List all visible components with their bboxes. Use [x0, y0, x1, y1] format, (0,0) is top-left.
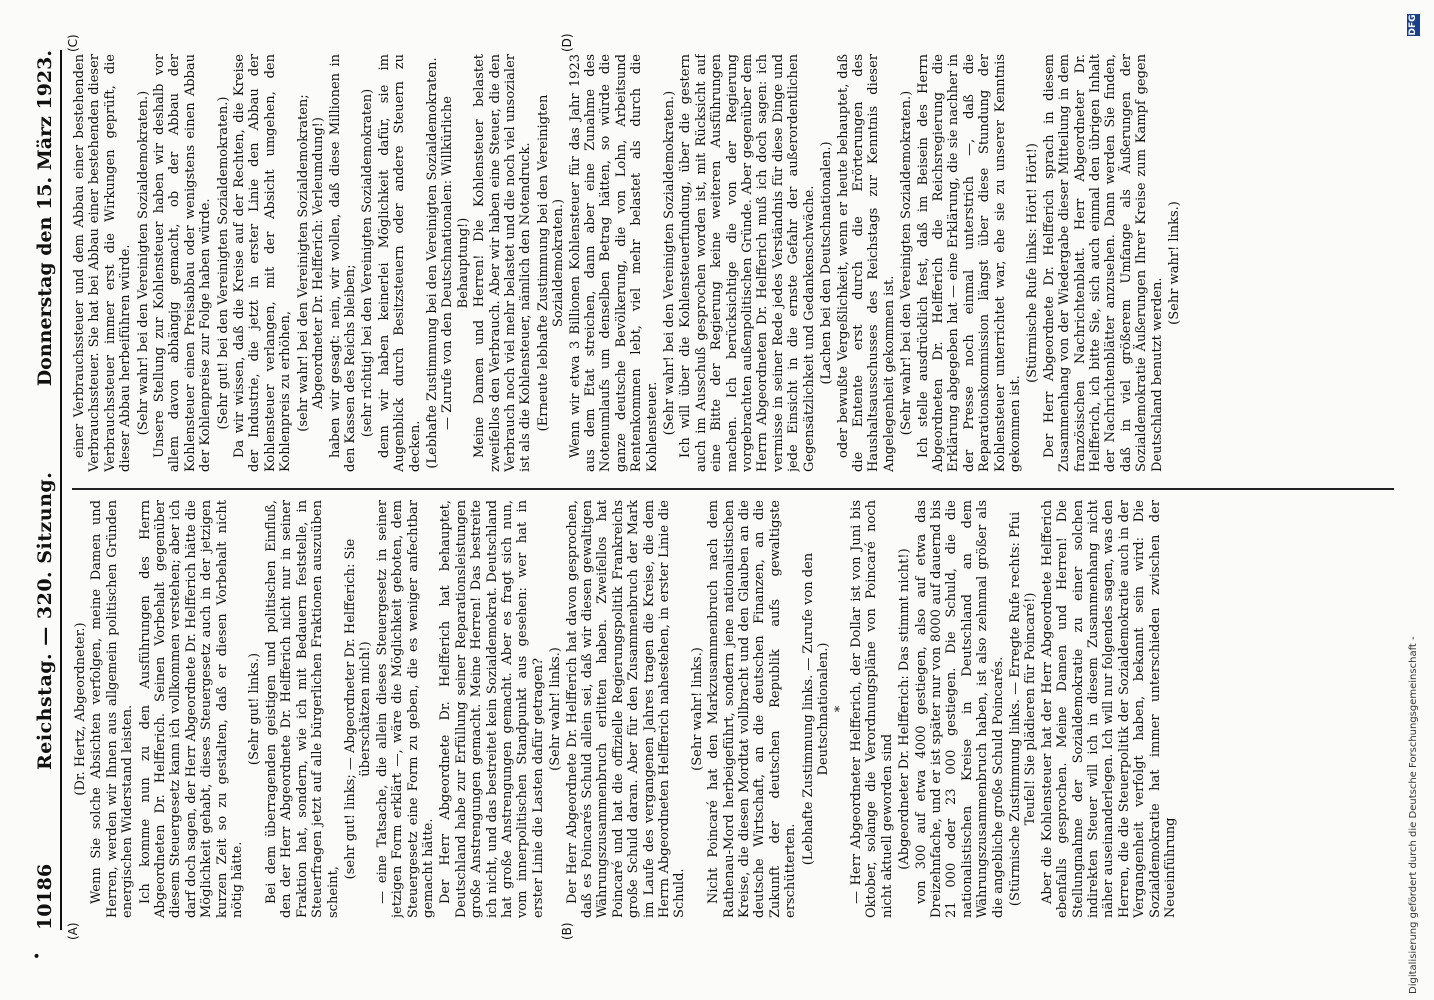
interjection: (Lebhafte Zustimmung links. — Zurufe von den Deutschnationalen.) — [800, 552, 832, 866]
interjection: (Sehr wahr! links.) — [548, 647, 564, 771]
bullet-mark: • — [30, 951, 46, 960]
interjection: (Sehr wahr! links.) — [689, 647, 705, 771]
digitization-footer — [1406, 0, 1426, 1000]
paragraph: Unsere Stellung zur Kohlensteuer haben wir deshalb vor allem davon abhängig gemacht, ob der Abbau der Kohlensteuer einen Preisabbau oder wenigstens einen Abbau der Kohlenpreise zur Folge haben würde. — [152, 54, 214, 472]
paragraph: Der Herr Abgeordnete Dr. Helfferich hat davon gesprochen, daß es Poincarés Schuld allein sei, daß wir diesen gewaltigen Währungszusammenbruch erlitten haben. Zweifellos hat Poincaré und hat die offizielle Regierungspolitik Frankreichs große Schuld daran. Aber für den Zusammenbruch der Mark im Laufe des vergangenen Jahres tragen die Kreise, die dem Herrn Abgeordneten Helfferich nahestehen, in erster Linie die Schuld. — [564, 500, 688, 918]
interjection: (Dr. Hertz, Abgeordneter.) — [73, 622, 88, 796]
section-star: * — [832, 705, 848, 713]
dfg-logo: DFG — [1408, 14, 1418, 36]
column-divider — [72, 488, 1394, 490]
paragraph: Da wir wissen, daß die Kreise auf der Rechten, die Kreise der Industrie, die jetzt in erster Linie den Abbau der Kohlensteuer verlangen, mit der Absicht umgehen, den Kohlenpreis zu erhöhen, — [232, 54, 294, 472]
interjection: (sehr wahr! bei den Vereinigten Sozialdemokraten; Abgeordneter Dr. Helfferich: Verleumdung!) — [295, 94, 327, 432]
right-text-column — [72, 54, 1404, 472]
page-title: Reichstag. — 320. Sitzung. — [34, 471, 56, 770]
paragraph: — Herr Abgeordneter Helfferich, der Dollar ist von Juni bis Oktober, solange die Verordnungspläne von Poincaré noch nicht aktuell geworden sind — [848, 500, 895, 918]
paragraph: Nicht Poincaré hat den Markzusammenbruch nach dem Rathenau-Mord herbeigeführt, sondern jene nationalistischen Kreise, die diesen Mordtat vollbracht und den Glauben an die deutsche Wirtschaft, an die deutschen Finanzen, an die Zukunft der deutschen Republik aufs gewaltigste erschütterten. — [706, 500, 799, 918]
paragraph: haben wir gesagt: nein, wir wollen, daß diese Millionen in den Kassen des Reichs bleiben; — [327, 54, 358, 472]
paragraph: Wenn Sie solche Absichten verfolgen, meine Damen und Herren, werden wir Ihnen aus allgemein politischen Gründen energischen Widerstand leisten. — [89, 500, 136, 918]
paragraph: von 300 auf etwa 4000 gestiegen, also auf etwa das Dreizehnfache, und er ist später nur von 8000 auf dauernd bis 21 000 oder 23 000 gestiegen. Die Schuld, die die nationalistischen Kreise in Deutschland an dem Währungszusammenbruch haben, ist also zehnmal größer als die angebliche große Schuld Poincarés. — [913, 500, 1006, 918]
paragraph: Aber die Kohlensteuer hat der Herr Abgeordnete Helfferich ebenfalls gesprochen. Meine Damen und Herren! Die Stellungnahme der Sozialdemokratie zu einer solchen indirekten Steuer will ich in diesem Zusammenhang nicht näher auseinanderlegen. Ich will nur folgendes sagen, was den Herren, die die Steuerpolitik der Sozialdemokratie auch in der Vergangenheit verfolgt haben, bekannt sein wird: Die Sozialdemokratie hat immer unterschieden zwischen der Neueinführung — [1039, 500, 1179, 918]
paragraph: Ich will über die Kohlensteuerfundung, über die gestern auch im Ausschuß gesprochen worden ist, mit Rücksicht auf eine Bitte der Regierung keine weiteren Ausführungen machen. Ich berücksichtige die von der Regierung vorgebrachten außenpolitischen Gründe. Aber gegenüber dem Herrn Abgeordneten Dr. Helfferich muß ich doch sagen: ich vermisse in seiner Rede jedes Verständnis für diese Dinge und jede Einsicht in die ernste Gefahr der außerordentlichen Gegensätzlichkeit und Gedankenschwäche. — [678, 54, 817, 472]
paragraph: denn wir haben keinerlei Möglichkeit dafür, sie im Augenblick durch Besitzsteuern oder andere Steuern zu decken. — [376, 54, 423, 472]
interjection: (Erneute lebhafte Zustimmung bei den Vereinigten Sozialdemokraten.) — [535, 94, 567, 432]
margin-letter-b: (B) — [560, 922, 574, 940]
interjection: (Sehr wahr! bei den Vereinigten Sozialdemokraten.) — [662, 90, 678, 436]
paragraph: Der Herr Abgeordnete Dr. Helfferich sprach in diesem Zusammenhang von der Wiedergabe dieser Mitteilung in dem französischen Nachrichtenblatt. Herr Abgeordneter Dr. Helfferich, ich bitte Sie, sich auch einmal den übrigen Inhalt der Nachrichtenblätter anzusehen. Dann werden Sie finden, daß in viel größerem Umfange als Äußerungen der Sozialdemokratie Äußerungen Ihrer Kreise zum Kampf gegen Deutschland benutzt werden. — [1041, 54, 1165, 472]
margin-letter-d: (D) — [560, 33, 574, 52]
margin-letter-c: (C) — [66, 34, 80, 52]
paragraph: Bei dem überragenden geistigen und politischen Einfluß, den der Herr Abgeordnete Dr. Helfferich nicht nur in seiner Fraktion hat, sondern, wie ich mit Bedauern feststelle, in Steuerfragen jetzt auf alle bürgerlichen Fraktionen auszuüben scheint, — [263, 500, 341, 918]
paragraph: Der Herr Abgeordnete Dr. Helfferich hat behauptet, Deutschland habe zur Erfüllung seiner Reparationsleistungen große Anstrengungen gemacht. Meine Herren! Das bestreite ich nicht, und das bestreitet kein Sozialdemokrat. Deutschland hat große Anstrengungen gemacht. Aber es fragt sich nun, vom innerpolitischen Standpunkt aus gesehen: wer hat in erster Linie die Lasten dafür getragen? — [438, 500, 546, 918]
paragraph: Wenn wir etwa 3 Billionen Kohlensteuer für das Jahr 1923 aus dem Etat streichen, dann aber eine Zunahme des Notenumlaufs um denselben Betrag hätten, so würde die ganze deutsche Bevölkerung, die von Lohn, Arbeitsund Rentenkommen lebt, viel mehr belastet als durch die Kohlensteuer. — [567, 54, 660, 472]
interjection: (sehr richtig! bei den Vereinigten Sozialdemokraten) — [360, 88, 376, 438]
page-header — [32, 50, 62, 930]
interjection: (Sehr wahr! bei den Vereinigten Sozialdemokraten.) — [135, 90, 151, 436]
paragraph: oder bewußte Vergeßlichkeit, wenn er heute behauptet, daß die Entente erst durch die Erörterungen des Haushaltsausschusses des Reichstags zur Kenntnis dieser Angelegenheit gekommen ist. — [835, 54, 897, 472]
interjection: (Lachen bei den Deutschnationalen.) — [819, 141, 835, 385]
margin-letter-a: (A) — [66, 922, 80, 940]
left-text-column — [72, 500, 1404, 918]
page-number: 10186 — [34, 863, 56, 930]
session-date: Donnerstag den 15. März 1923. — [34, 50, 56, 387]
paragraph: einer Verbrauchssteuer und dem Abbau einer bestehenden Verbrauchssteuer. Sie hat bei Abbau einer bestehenden dieser Verbrauchssteuer immer erst die Wirkungen geprüft, die dieser Abbau herbeiführen würde. — [72, 54, 134, 472]
interjection: (sehr gut! links; — Abgeordneter Dr. Helfferich: Sie überschätzen mich!) — [342, 538, 374, 880]
interjection: (Abgeordneter Dr. Helfferich: Das stimmt nicht!) — [897, 548, 913, 870]
interjection: (Sehr wahr! bei den Vereinigten Sozialdemokraten.) — [899, 90, 915, 436]
interjection: (Sehr gut! bei den Vereinigten Sozialdemokraten.) — [215, 96, 231, 430]
paragraph: Ich komme nun zu den Ausführungen des Herrn Abgeordneten Dr. Helfferich. Seinen Vorbehalt gegenüber diesem Steuergesetz kann ich vollkommen verstehen; aber ich darf doch sagen, der Herr Abgeordnete Dr. Helfferich hätte die Möglichkeit gehabt, dieses Steuergesetz auch in der jetzigen kurzen Zeit so zu gestalten, daß er diesen Vorbehalt nicht nötig hätte. — [137, 500, 246, 918]
interjection: (Lebhafte Zustimmung bei den Vereinigten Sozialdemokraten. — Zurufe von den Deutschnationalen: Willkürliche Behauptung!) — [424, 57, 471, 469]
paragraph: Meine Damen und Herren! Die Kohlensteuer belastet zweifellos den Verbrauch. Aber wir haben eine Steuer, die den Verbrauch noch viel mehr belastet und die noch viel unsozialer ist als die Kohlensteuer, nämlich den Notendruck. — [472, 54, 534, 472]
footer-text: Digitalisierung gefördert durch die Deutsche Forschungsgemeinschaft - — [1408, 636, 1419, 994]
paragraph: Ich stelle ausdrücklich fest, daß im Beisein des Herrn Abgeordneten Dr. Helfferich die Reichsregierung die Erklärung abgegeben hat — eine Erklärung, die sie nachher in der Presse noch einmal unterstrich —, daß die Reparationskommission längst über diese Stundung der Kohlensteuer unterrichtet war, ehe sie zu unserer Kenntnis gekommen ist. — [915, 54, 1023, 472]
interjection: (Stürmische Zustimmung links. — Erregte Rufe rechts: Pfui Teufel! Sie plädieren für Poincaré!) — [1007, 511, 1039, 907]
interjection: (Stürmische Rufe links: Hört! Hört!) — [1025, 143, 1041, 383]
interjection: (Sehr wahr! links.) — [1167, 201, 1183, 325]
interjection: (Sehr gut! links.) — [247, 652, 263, 766]
paragraph: — eine Tatsache, die allein dieses Steuergesetz in seiner jetzigen Form erklärt —, wäre die Möglichkeit geboten, dem Steuergesetz eine Form zu geben, die es weniger anfechtbar gemacht hätte. — [374, 500, 436, 918]
